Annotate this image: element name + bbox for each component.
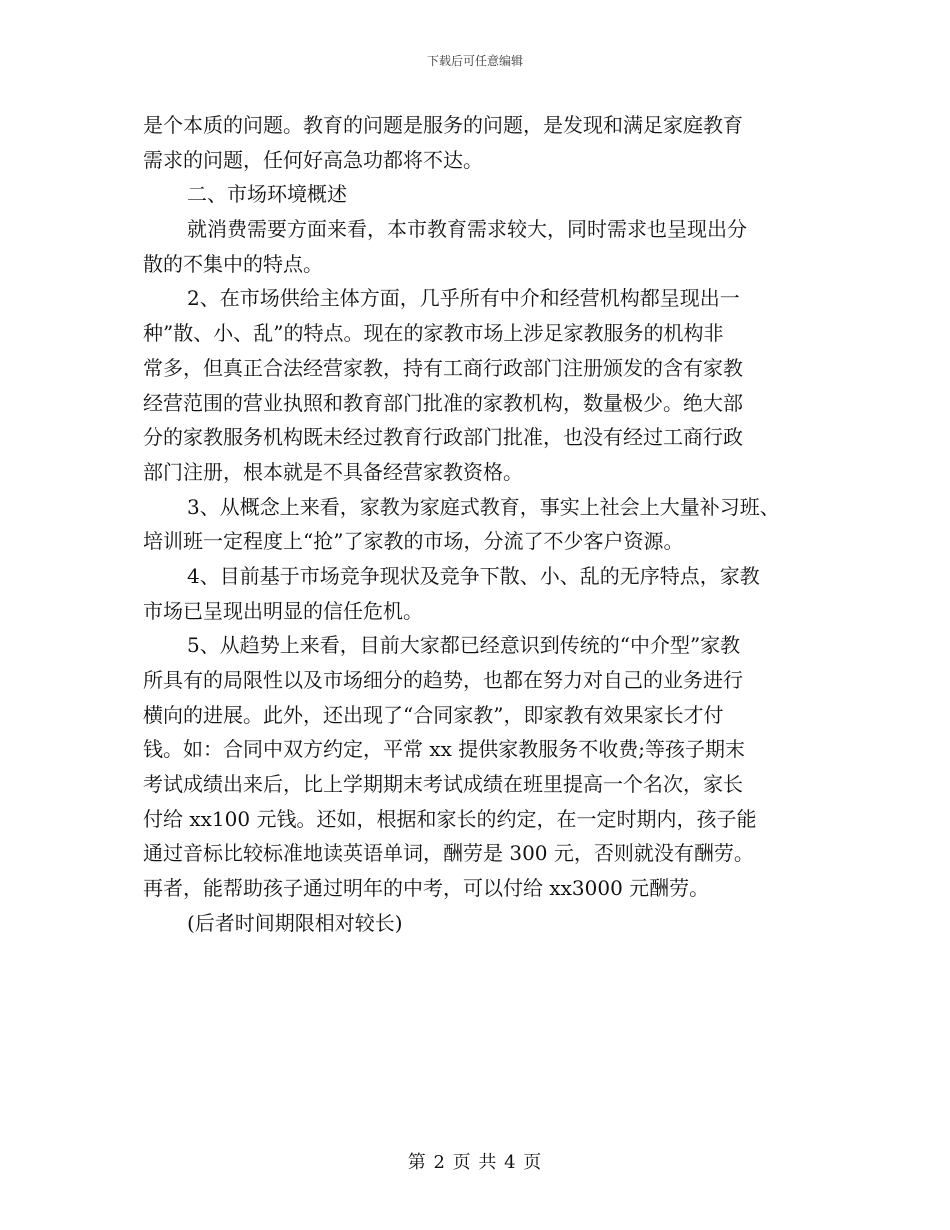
text-line: 考试成绩出来后，比上学期期末考试成绩在班里提高一个名次，家长 <box>143 772 743 797</box>
text-line: 分的家教服务机构既未经过教育行政部门批准，也没有经过工商行政 <box>143 425 743 450</box>
text-line: 横向的进展。此外，还出现了“合同家教”，即家教有效果家长才付 <box>143 702 724 727</box>
text-line: (后者时间期限相对较长) <box>187 910 403 935</box>
text-line: 种”散、小、乱”的特点。现在的家教市场上涉足家教服务的机构非 <box>143 321 724 346</box>
text-line: 市场已呈现出明显的信任危机。 <box>143 598 423 623</box>
text-line: 是个本质的问题。教育的问题是服务的问题，是发现和满足家庭教育 <box>143 113 743 137</box>
text-line: 再者，能帮助孩子通过明年的中考，可以付给 xx3000 元酬劳。 <box>143 876 710 901</box>
text-line: 部门注册，根本就是不具备经营家教资格。 <box>143 459 523 484</box>
text-line: 5、从趋势上来看，目前大家都已经意识到传统的“中介型”家教 <box>187 633 741 658</box>
text-line: 通过音标比较标准地读英语单词，酬劳是 300 元，否则就没有酬劳。 <box>143 841 754 866</box>
page-number: 第 2 页 共 4 页 <box>407 1152 543 1173</box>
text-line: 散的不集中的特点。 <box>143 251 323 276</box>
text-line: 经营范围的营业执照和教育部门批准的家教机构，数量极少。绝大部 <box>143 390 743 415</box>
text-line: 需求的问题，任何好高急功都将不达。 <box>143 147 483 172</box>
text-line: 付给 xx100 元钱。还如，根据和家长的约定，在一定时期内，孩子能 <box>143 806 757 831</box>
page-header: 下载后可任意编辑 <box>426 54 523 68</box>
text-line: 培训班一定程度上“抢”了家教的市场，分流了不少客户资源。 <box>143 529 684 554</box>
text-line: 常多，但真正合法经营家教，持有工商行政部门注册颁发的含有家教 <box>143 355 743 380</box>
text-line: 所具有的局限性以及市场细分的趋势，也都在努力对自己的业务进行 <box>143 668 743 692</box>
text-line: 4、目前基于市场竞争现状及竞争下散、小、乱的无序特点，家教 <box>187 563 760 588</box>
text-line: 钱。如：合同中双方约定，平常 xx 提供家教服务不收费;等孩子期末 <box>143 737 746 762</box>
section-heading: 二、市场环境概述 <box>187 182 347 207</box>
text-line: 就消费需要方面来看，本市教育需求较大，同时需求也呈现出分 <box>187 217 747 242</box>
text-line: 2、在市场供给主体方面，几乎所有中介和经营机构都呈现出一 <box>187 286 740 311</box>
text-line: 3、从概念上来看，家教为家庭式教育，事实上社会上大量补习班、 <box>187 494 780 519</box>
document-body <box>143 108 833 941</box>
